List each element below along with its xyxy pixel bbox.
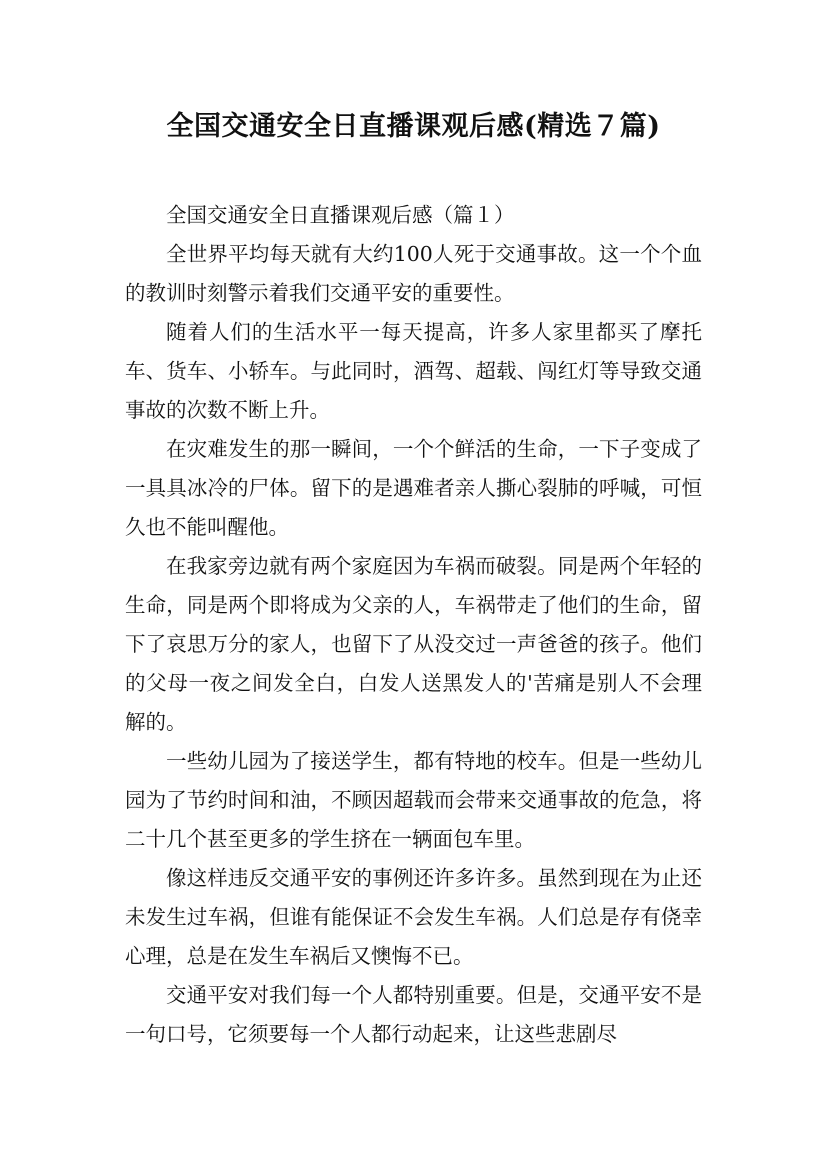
paragraph: 在灾难发生的那一瞬间，一个个鲜活的生命，一下子变成了一具具冰冷的尸体。留下的是遇难者亲人撕心裂肺的呼喊，可恒久也不能叫醒他。 — [125, 437, 702, 539]
paragraph: 一些幼儿园为了接送学生，都有特地的校车。但是一些幼儿园为了节约时间和油，不顾因超载而会带来交通事故的危急，将二十几个甚至更多的学生挤在一辆面包车里。 — [125, 749, 702, 851]
paragraph: 像这样违反交通平安的事例还许多许多。虽然到现在为止还未发生过车祸，但谁有能保证不会发生车祸。人们总是存有侥幸心理，总是在发生车祸后又懊悔不已。 — [125, 866, 702, 968]
section-heading: 全国交通安全日直播课观后感（篇１） — [166, 203, 515, 227]
paragraph: 在我家旁边就有两个家庭因为车祸而破裂。同是两个年轻的生命，同是两个即将成为父亲的人，车祸带走了他们的生命，留下了哀思万分的家人，也留下了从没交过一声爸爸的孩子。他们的父母一夜之间发全白，白发人送黑发人的'苦痛是别人不会理解的。 — [125, 554, 702, 734]
paragraph: 交通平安对我们每一个人都特别重要。但是，交通平安不是一句口号，它须要每一个人都行动起来，让这些悲剧尽 — [125, 983, 702, 1046]
document-title: 全国交通安全日直播课观后感(精选７篇) — [166, 111, 661, 142]
paragraph: 全世界平均每天就有大约100人死于交通事故。这一个个血的教训时刻警示着我们交通平安的重要性。 — [125, 242, 702, 305]
paragraph: 随着人们的生活水平一每天提高，许多人家里都买了摩托车、货车、小轿车。与此同时，酒驾、超载、闯红灯等导致交通事故的次数不断上升。 — [125, 320, 702, 422]
document-body — [125, 196, 702, 1054]
